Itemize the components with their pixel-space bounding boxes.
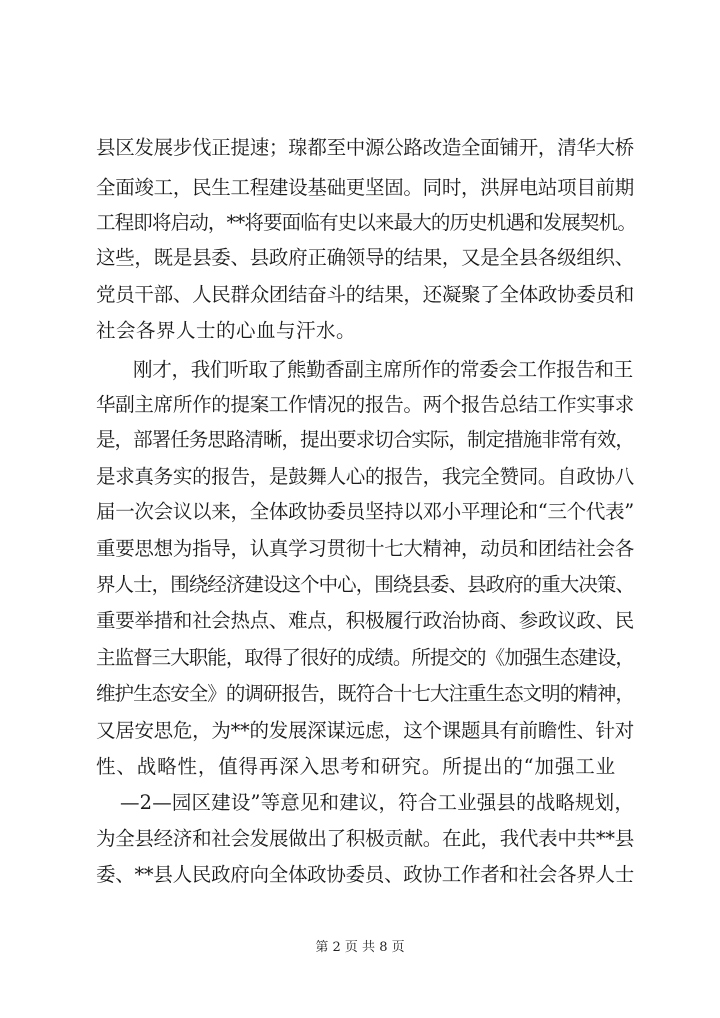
page-number-footer: 第 2 页 共 8 页 xyxy=(315,940,405,955)
text-line: 社会各界人士的心血与汗水。 xyxy=(96,319,357,342)
text-line: 主监督三大职能，取得了很好的成绩。所提交的《加强生态建设， xyxy=(96,646,634,669)
text-line: 届一次会议以来，全体政协委员坚持以邓小平理论和“三个代表” xyxy=(96,500,634,523)
text-line: 是求真务实的报告，是鼓舞人心的报告，我完全赞同。自政协八 xyxy=(96,465,634,488)
text-line: 是，部署任务思路清晰，提出要求切合实际，制定措施非常有效， xyxy=(96,428,634,451)
text-line: 重要思想为指导，认真学习贯彻十七大精神，动员和团结社会各 xyxy=(96,537,634,560)
text-line: 这些，既是县委、县政府正确领导的结果，又是全县各级组织、 xyxy=(96,246,634,269)
text-line: 维护生态安全》的调研报告，既符合十七大注重生态文明的精神， xyxy=(96,682,634,705)
text-line: 为全县经济和社会发展做出了积极贡献。在此，我代表中共**县 xyxy=(96,827,634,850)
text-line: 界人士，围绕经济建设这个中心，围绕县委、县政府的重大决策、 xyxy=(96,573,634,596)
text-line: 又居安思危，为**的发展深谋远虑，这个课题具有前瞻性、针对 xyxy=(96,719,634,742)
text-line: —2—园区建设”等意见和建议，符合工业强县的战略规划， xyxy=(120,791,634,814)
text-line: 重要举措和社会热点、难点，积极履行政治协商、参政议政、民 xyxy=(96,609,634,632)
text-line: 刚才，我们听取了熊勤香副主席所作的常委会工作报告和王 xyxy=(133,358,633,381)
text-line: 性、战略性，值得再深入思考和研究。所提出的“加强工业 xyxy=(96,755,616,778)
text-line: 全面竣工，民生工程建设基础更坚固。同时，洪屏电站项目前期 xyxy=(96,176,634,199)
text-line: 县区发展步伐正提速；瑔都至中源公路改造全面铺开，清华大桥 xyxy=(96,136,634,159)
text-line: 委、**县人民政府向全体政协委员、政协工作者和社会各界人士 xyxy=(96,863,634,886)
text-line: 党员干部、人民群众团结奋斗的结果，还凝聚了全体政协委员和 xyxy=(96,283,634,306)
text-line: 华副主席所作的提案工作情况的报告。两个报告总结工作实事求 xyxy=(96,393,634,416)
text-line: 工程即将启动，**将要面临有史以来最大的历史机遇和发展契机。 xyxy=(96,211,636,234)
